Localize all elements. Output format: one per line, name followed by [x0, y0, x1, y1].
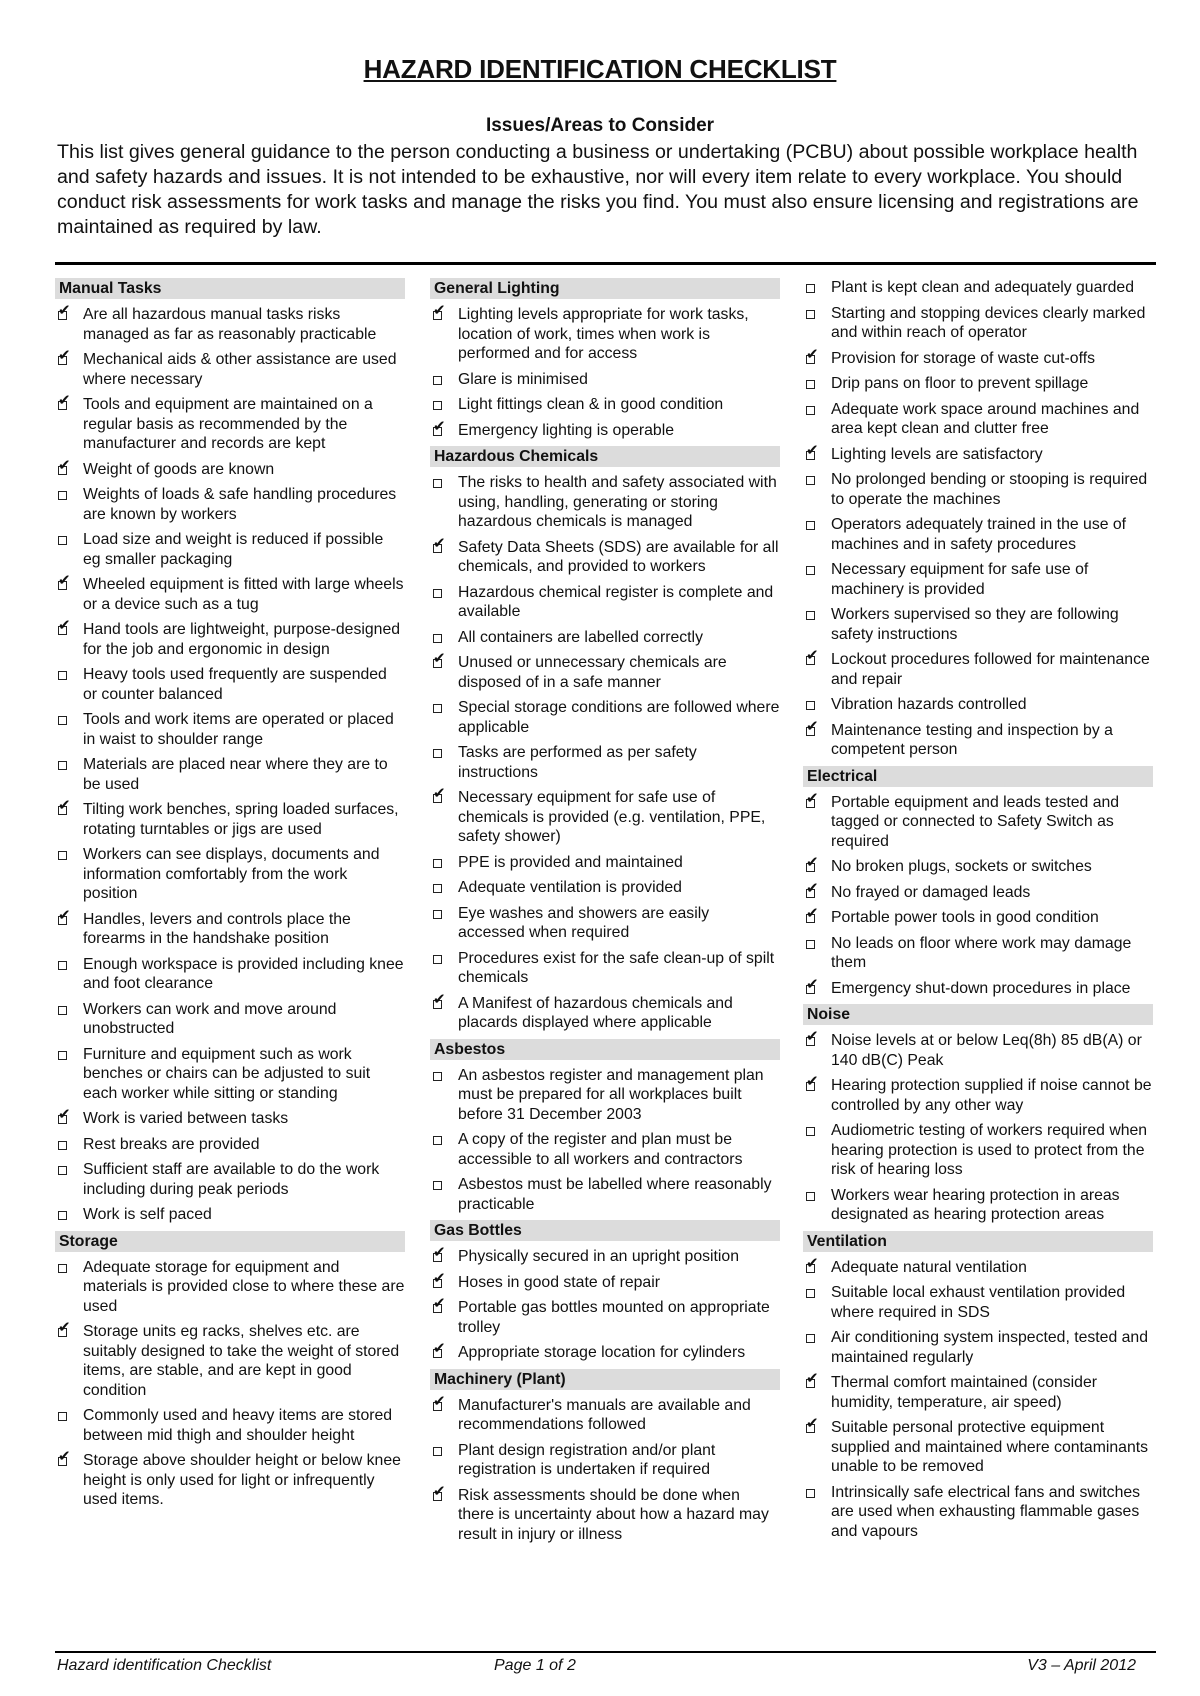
checklist-item	[803, 1483, 1153, 1542]
checklist-item	[55, 1000, 405, 1039]
footer-version: V3 – April 2012	[1027, 1657, 1136, 1674]
checked-box-icon[interactable]	[430, 421, 458, 440]
checklist-item	[430, 1396, 780, 1435]
checklist-item-text: Rest breaks are provided	[83, 1135, 260, 1153]
checkbox-icon[interactable]	[55, 1160, 83, 1179]
checklist-item	[803, 1076, 1153, 1115]
checkbox-icon[interactable]	[803, 560, 831, 579]
checklist-item-text: Safety Data Sheets (SDS) are available for all chemicals, and provided to workers	[458, 538, 779, 575]
checked-box-icon[interactable]	[430, 1247, 458, 1266]
checklist-item-text: Drip pans on floor to prevent spillage	[831, 375, 1089, 392]
checked-box-icon[interactable]	[803, 721, 831, 740]
checkbox-icon[interactable]	[430, 370, 458, 389]
checklist-item	[430, 421, 780, 441]
checked-box-icon[interactable]	[803, 1076, 831, 1095]
checked-box-icon[interactable]	[430, 1298, 458, 1317]
checkbox-icon[interactable]	[803, 304, 831, 323]
checklist-section	[55, 1231, 405, 1510]
checklist-item-text: Operators adequately trained in the use of machines and in safety procedures	[831, 516, 1127, 553]
checked-box-icon[interactable]	[803, 857, 831, 876]
checked-box-icon[interactable]	[803, 1031, 831, 1050]
checklist-item	[430, 904, 780, 943]
checked-box-icon[interactable]	[430, 1343, 458, 1362]
checked-box-icon[interactable]	[803, 883, 831, 902]
checkbox-icon[interactable]	[803, 934, 831, 953]
checklist-item-text: Adequate storage for equipment and materials is provided close to where these are used	[83, 1258, 405, 1315]
checklist-item	[803, 1121, 1153, 1180]
checklist-item	[430, 1066, 780, 1125]
checklist-item-text: Workers wear hearing protection in areas designated as hearing protection areas	[831, 1186, 1120, 1223]
checklist-item-text: Risk assessments should be done when there is uncertainty about how a hazard may result in injury or illness	[458, 1486, 769, 1543]
checkbox-icon[interactable]	[803, 1186, 831, 1205]
checklist-item-text: Intrinsically safe electrical fans and switches are used when exhausting flammable gases and vapours	[831, 1483, 1141, 1540]
checklist-item	[55, 1258, 405, 1317]
checklist-item-text: Sufficient staff are available to do the work including during peak periods	[83, 1161, 380, 1198]
checklist-item-text: Storage above shoulder height or below knee height is only used for light or infrequently used items.	[83, 1452, 401, 1508]
checked-box-icon[interactable]	[55, 305, 83, 324]
checklist-section	[430, 1369, 780, 1545]
checklist-item-text: Portable gas bottles mounted on appropriate trolley	[458, 1299, 770, 1336]
checkbox-icon[interactable]	[430, 1066, 458, 1085]
checklist-item-text: No prolonged bending or stooping is required to operate the machines	[831, 471, 1148, 508]
checklist-section	[803, 766, 1153, 999]
checklist-item-text: Portable power tools in good condition	[831, 909, 1099, 926]
section-heading: Hazardous Chemicals	[430, 446, 780, 467]
section-heading: Ventilation	[803, 1231, 1153, 1252]
checkbox-icon[interactable]	[55, 1258, 83, 1277]
footer-page-number: Page 1 of 2	[494, 1657, 576, 1674]
checklist-item	[803, 857, 1153, 877]
checklist-item-text: Workers can work and move around unobstructed	[83, 1000, 337, 1037]
checklist-item-text: An asbestos register and management plan must be prepared for all workplaces built before 31 December 2003	[458, 1066, 764, 1123]
checklist-item-text: Noise levels at or below Leq(8h) 85 dB(A) or 140 dB(C) Peak	[831, 1032, 1142, 1069]
checked-box-icon[interactable]	[55, 1109, 83, 1128]
checkbox-icon[interactable]	[430, 628, 458, 647]
checkbox-icon[interactable]	[430, 395, 458, 414]
checkbox-icon[interactable]	[430, 1441, 458, 1460]
checked-box-icon[interactable]	[430, 1396, 458, 1415]
checklist-item	[55, 1205, 405, 1225]
checkbox-icon[interactable]	[803, 1283, 831, 1302]
column-3	[803, 278, 1153, 1547]
checklist-item-text: Necessary equipment for safe use of machinery is provided	[831, 561, 1089, 598]
checklist-item-text: Workers can see displays, documents and information comfortably from the work position	[83, 846, 380, 902]
checkbox-icon[interactable]	[55, 755, 83, 774]
checklist-section	[430, 278, 780, 440]
checklist-item	[430, 1130, 780, 1169]
checked-box-icon[interactable]	[55, 1451, 83, 1470]
checklist-item	[803, 605, 1153, 644]
checklist-section	[430, 446, 780, 1033]
checklist-item	[430, 583, 780, 622]
checklist-item-text: Work is self paced	[83, 1206, 212, 1223]
checklist-item	[55, 955, 405, 994]
checklist-item-text: Eye washes and showers are easily accessed when required	[458, 904, 710, 941]
checklist-item	[55, 1406, 405, 1445]
checklist-item-text: Vibration hazards controlled	[831, 696, 1027, 713]
checklist-item-text: Special storage conditions are followed where applicable	[458, 699, 780, 736]
checklist-item-text: Suitable local exhaust ventilation provided where required in SDS	[831, 1284, 1126, 1321]
intro-paragraph: This list gives general guidance to the person conducting a business or undertaking (PCBU) about possible workplace health and safety hazards and issues. It is not intended to be exhaustive, nor will every item relate to every workplace. You should conduct risk assessments for work tasks and manage the risks you find. You must also ensure licensing and registrations are maintained as required by law.	[57, 141, 1139, 238]
checkbox-icon[interactable]	[430, 1130, 458, 1149]
checkbox-icon[interactable]	[803, 605, 831, 624]
checklist-item	[55, 575, 405, 614]
checkbox-icon[interactable]	[803, 374, 831, 393]
checkbox-icon[interactable]	[803, 1483, 831, 1502]
checklist-item-text: Physically secured in an upright position	[458, 1248, 739, 1265]
checkbox-icon[interactable]	[55, 1135, 83, 1154]
checklist-item	[430, 994, 780, 1033]
checklist-item	[803, 560, 1153, 599]
checklist-item	[803, 278, 1153, 298]
checklist-item	[430, 538, 780, 577]
checked-box-icon[interactable]	[430, 538, 458, 557]
checklist-item-text: Thermal comfort maintained (consider humidity, temperature, air speed)	[831, 1374, 1098, 1411]
section-heading: Machinery (Plant)	[430, 1369, 780, 1390]
checkbox-icon[interactable]	[430, 853, 458, 872]
checklist-item-text: Mechanical aids & other assistance are used where necessary	[83, 351, 397, 388]
checklist-item	[55, 710, 405, 749]
checklist-item-text: No leads on floor where work may damage them	[831, 934, 1132, 971]
checklist-item-text: Lockout procedures followed for maintenance and repair	[831, 651, 1150, 688]
checklist-item-text: Glare is minimised	[458, 370, 588, 388]
checkbox-icon[interactable]	[55, 1406, 83, 1425]
checklist-item-text: Maintenance testing and inspection by a competent person	[831, 721, 1113, 758]
checklist-item	[430, 628, 780, 648]
checklist-item-text: Provision for storage of waste cut-offs	[831, 349, 1095, 367]
checkbox-icon[interactable]	[55, 955, 83, 974]
checkbox-icon[interactable]	[803, 400, 831, 419]
checklist-item	[55, 1135, 405, 1155]
checkbox-icon[interactable]	[430, 904, 458, 923]
checklist-item	[803, 793, 1153, 852]
checklist-item	[803, 1328, 1153, 1367]
checklist-item-text: Tools and work items are operated or placed in waist to shoulder range	[83, 711, 394, 748]
checklist-section	[430, 1220, 780, 1363]
checklist-section	[803, 278, 1153, 760]
checked-box-icon[interactable]	[803, 793, 831, 812]
checked-box-icon[interactable]	[803, 908, 831, 927]
checklist-item	[55, 620, 405, 659]
checklist-item	[803, 979, 1153, 999]
column-1	[55, 278, 405, 1516]
column-2	[430, 278, 780, 1550]
checked-box-icon[interactable]	[803, 1258, 831, 1277]
checklist-item	[803, 400, 1153, 439]
checked-box-icon[interactable]	[55, 460, 83, 479]
checklist-item	[803, 1031, 1153, 1070]
checked-box-icon[interactable]	[803, 1373, 831, 1392]
checked-box-icon[interactable]	[430, 994, 458, 1013]
checklist-item	[55, 460, 405, 480]
checkbox-icon[interactable]	[430, 698, 458, 717]
checked-box-icon[interactable]	[55, 395, 83, 414]
checklist-item-text: Plant design registration and/or plant registration is undertaken if required	[458, 1441, 716, 1478]
section-heading: Asbestos	[430, 1039, 780, 1060]
checklist-item-text: Hoses in good state of repair	[458, 1273, 660, 1291]
checklist-item	[55, 530, 405, 569]
checked-box-icon[interactable]	[55, 620, 83, 639]
checkbox-icon[interactable]	[430, 473, 458, 492]
checklist-item-text: Handles, levers and controls place the forearms in the handshake position	[83, 910, 351, 947]
section-heading: Manual Tasks	[55, 278, 405, 299]
checked-box-icon[interactable]	[55, 1322, 83, 1341]
checked-box-icon[interactable]	[55, 910, 83, 929]
checklist-item	[55, 350, 405, 389]
checked-box-icon[interactable]	[430, 305, 458, 324]
checked-box-icon[interactable]	[803, 445, 831, 464]
checklist-item-text: Appropriate storage location for cylinders	[458, 1344, 746, 1361]
checklist-item-text: Light fittings clean & in good condition	[458, 396, 724, 413]
checklist-item-text: Portable equipment and leads tested and tagged or connected to Safety Switch as required	[831, 793, 1120, 850]
checked-box-icon[interactable]	[55, 350, 83, 369]
section-heading: Gas Bottles	[430, 1220, 780, 1241]
checkbox-icon[interactable]	[55, 1045, 83, 1064]
checkbox-icon[interactable]	[430, 743, 458, 762]
checklist-item	[803, 304, 1153, 343]
checklist-item	[430, 1273, 780, 1293]
checklist-item	[803, 349, 1153, 369]
checklist-item	[55, 665, 405, 704]
checklist-item-text: PPE is provided and maintained	[458, 853, 683, 871]
section-heading: General Lighting	[430, 278, 780, 299]
checklist-item	[430, 853, 780, 873]
checklist-item-text: Load size and weight is reduced if possible eg smaller packaging	[83, 531, 384, 568]
checklist-item-text: Work is varied between tasks	[83, 1110, 289, 1127]
checklist-item-text: Adequate ventilation is provided	[458, 879, 682, 896]
checklist-item-text: Procedures exist for the safe clean-up of spilt chemicals	[458, 949, 775, 986]
footer-doc-name: Hazard identification Checklist	[57, 1657, 272, 1674]
checked-box-icon[interactable]	[430, 788, 458, 807]
checklist-item-text: No broken plugs, sockets or switches	[831, 858, 1092, 875]
checklist-section	[55, 278, 405, 1225]
checkbox-icon[interactable]	[55, 710, 83, 729]
checkbox-icon[interactable]	[430, 1175, 458, 1194]
checked-box-icon[interactable]	[803, 979, 831, 998]
checked-box-icon[interactable]	[55, 800, 83, 819]
checklist-item-text: Starting and stopping devices clearly marked and within reach of operator	[831, 304, 1146, 341]
checklist-item-text: Tilting work benches, spring loaded surfaces, rotating turntables or jigs are used	[83, 801, 399, 838]
checklist-item-text: Storage units eg racks, shelves etc. are suitably designed to take the weight of stored items, are stable, and are kept in good condition	[83, 1323, 400, 1399]
checked-box-icon[interactable]	[803, 1418, 831, 1437]
checked-box-icon[interactable]	[803, 650, 831, 669]
checklist-item	[803, 1283, 1153, 1322]
checklist-item	[55, 305, 405, 344]
checklist-item-text: Lighting levels are satisfactory	[831, 445, 1043, 463]
checklist-item-text: Materials are placed near where they are to be used	[83, 756, 388, 793]
checklist-item-text: Tasks are performed as per safety instructions	[458, 744, 697, 781]
checklist-item	[55, 1045, 405, 1104]
checklist-item	[803, 883, 1153, 903]
checklist-item-text: Emergency lighting is operable	[458, 421, 675, 439]
checklist-item	[803, 515, 1153, 554]
checkbox-icon[interactable]	[55, 1205, 83, 1224]
checked-box-icon[interactable]	[430, 1273, 458, 1292]
checklist-item	[55, 395, 405, 454]
checklist-item	[430, 395, 780, 415]
checklist-item-text: Tools and equipment are maintained on a regular basis as recommended by the manufacturer and records are kept	[83, 396, 373, 452]
checklist-item	[55, 1109, 405, 1129]
checkbox-icon[interactable]	[430, 949, 458, 968]
checklist-item-text: Emergency shut-down procedures in place	[831, 979, 1131, 997]
checkbox-icon[interactable]	[803, 1328, 831, 1347]
checkbox-icon[interactable]	[55, 665, 83, 684]
checklist-item	[430, 788, 780, 847]
checklist-item-text: Commonly used and heavy items are stored between mid thigh and shoulder height	[83, 1407, 393, 1444]
checklist-item	[430, 1298, 780, 1337]
checklist-item-text: Necessary equipment for safe use of chemicals is provided (e.g. ventilation, PPE, safety shower)	[458, 789, 766, 845]
section-heading: Electrical	[803, 766, 1153, 787]
checklist-section	[803, 1004, 1153, 1225]
checkbox-icon[interactable]	[430, 878, 458, 897]
checklist-item	[430, 743, 780, 782]
checkbox-icon[interactable]	[430, 583, 458, 602]
checklist-item-text: The risks to health and safety associated with using, handling, generating or storing hazardous chemicals is managed	[458, 474, 777, 530]
checklist-item-text: Enough workspace is provided including knee and foot clearance	[83, 955, 404, 992]
checkbox-icon[interactable]	[55, 530, 83, 549]
checklist-item-text: Are all hazardous manual tasks risks managed as far as reasonably practicable	[83, 306, 377, 343]
page-subtitle: Issues/Areas to Consider	[485, 115, 715, 136]
checklist-item-text: Plant is kept clean and adequately guarded	[831, 279, 1134, 296]
checklist-item-text: Lighting levels appropriate for work tasks, location of work, times when work is performed and for access	[458, 306, 749, 362]
checklist-item-text: Asbestos must be labelled where reasonably practicable	[458, 1176, 772, 1213]
checkbox-icon[interactable]	[803, 695, 831, 714]
checklist-item	[430, 698, 780, 737]
checklist-item	[55, 1160, 405, 1199]
checklist-item-text: Hearing protection supplied if noise cannot be controlled by any other way	[831, 1077, 1152, 1114]
checkbox-icon[interactable]	[55, 845, 83, 864]
checkbox-icon[interactable]	[803, 278, 831, 297]
checklist-item	[430, 1441, 780, 1480]
checklist-item	[55, 910, 405, 949]
checklist-item	[430, 305, 780, 364]
checklist-item	[430, 1343, 780, 1363]
checklist-item	[803, 721, 1153, 760]
bottom-divider	[55, 1651, 1156, 1653]
checklist-item	[55, 845, 405, 904]
page-title: HAZARD IDENTIFICATION CHECKLIST	[363, 54, 837, 84]
checklist-item	[55, 1451, 405, 1510]
checklist-item	[430, 1175, 780, 1214]
checklist-item-text: Manufacturer's manuals are available and recommendations followed	[458, 1396, 751, 1433]
checklist-item	[803, 695, 1153, 715]
checkbox-icon[interactable]	[803, 1121, 831, 1140]
checkbox-icon[interactable]	[55, 485, 83, 504]
checklist-item-text: Heavy tools used frequently are suspended or counter balanced	[83, 666, 387, 703]
checklist-item	[803, 1418, 1153, 1477]
checklist-item-text: Adequate work space around machines and area kept clean and clutter free	[831, 400, 1140, 437]
checklist-item	[430, 878, 780, 898]
checklist-item-text: Workers supervised so they are following safety instructions	[831, 606, 1119, 643]
checklist-item	[803, 374, 1153, 394]
checklist-item	[55, 755, 405, 794]
checklist-item-text: Suitable personal protective equipment supplied and maintained where contaminants unable to be removed	[831, 1419, 1149, 1475]
checklist-item	[430, 1247, 780, 1267]
checkbox-icon[interactable]	[55, 1000, 83, 1019]
checklist-item-text: All containers are labelled correctly	[458, 628, 703, 646]
checklist-section	[803, 1231, 1153, 1542]
checklist-item-text: No frayed or damaged leads	[831, 883, 1031, 901]
checklist-item	[430, 653, 780, 692]
checklist-item	[803, 445, 1153, 465]
checklist-item	[803, 470, 1153, 509]
checklist-item-text: Unused or unnecessary chemicals are disposed of in a safe manner	[458, 654, 727, 691]
checklist-item	[803, 1258, 1153, 1278]
checkbox-icon[interactable]	[803, 515, 831, 534]
checklist-item-text: Weight of goods are known	[83, 460, 275, 478]
checklist-item-text: Hazardous chemical register is complete and available	[458, 583, 774, 620]
checklist-item	[55, 800, 405, 839]
section-heading: Noise	[803, 1004, 1153, 1025]
checked-box-icon[interactable]	[430, 653, 458, 672]
top-divider	[55, 262, 1156, 265]
checklist-item	[430, 1486, 780, 1545]
checklist-item-text: A Manifest of hazardous chemicals and placards displayed where applicable	[458, 994, 733, 1031]
section-heading: Storage	[55, 1231, 405, 1252]
checklist-item	[803, 908, 1153, 928]
checklist-item-text: Wheeled equipment is fitted with large wheels or a device such as a tug	[83, 576, 404, 613]
checklist-item-text: Weights of loads & safe handling procedures are known by workers	[83, 486, 397, 523]
checklist-item	[803, 934, 1153, 973]
checklist-item	[55, 1322, 405, 1400]
checklist-item-text: Audiometric testing of workers required when hearing protection is used to protect from the risk of hearing loss	[831, 1122, 1148, 1178]
checklist-item	[430, 370, 780, 390]
checklist-item	[803, 1186, 1153, 1225]
checked-box-icon[interactable]	[55, 575, 83, 594]
checklist-item	[55, 485, 405, 524]
checklist-item-text: Furniture and equipment such as work benches or chairs can be adjusted to suit each worker while sitting or standing	[83, 1045, 371, 1102]
checklist-item-text: Adequate natural ventilation	[831, 1258, 1027, 1276]
checklist-item	[430, 473, 780, 532]
checklist-section	[430, 1039, 780, 1215]
checkbox-icon[interactable]	[803, 470, 831, 489]
checklist-item	[803, 1373, 1153, 1412]
checklist-item	[430, 949, 780, 988]
checklist-item-text: A copy of the register and plan must be accessible to all workers and contractors	[458, 1131, 743, 1168]
checked-box-icon[interactable]	[430, 1486, 458, 1505]
checklist-item-text: Air conditioning system inspected, tested and maintained regularly	[831, 1329, 1148, 1366]
checked-box-icon[interactable]	[803, 349, 831, 368]
checklist-item	[803, 650, 1153, 689]
checklist-item-text: Hand tools are lightweight, purpose-designed for the job and ergonomic in design	[83, 621, 401, 658]
